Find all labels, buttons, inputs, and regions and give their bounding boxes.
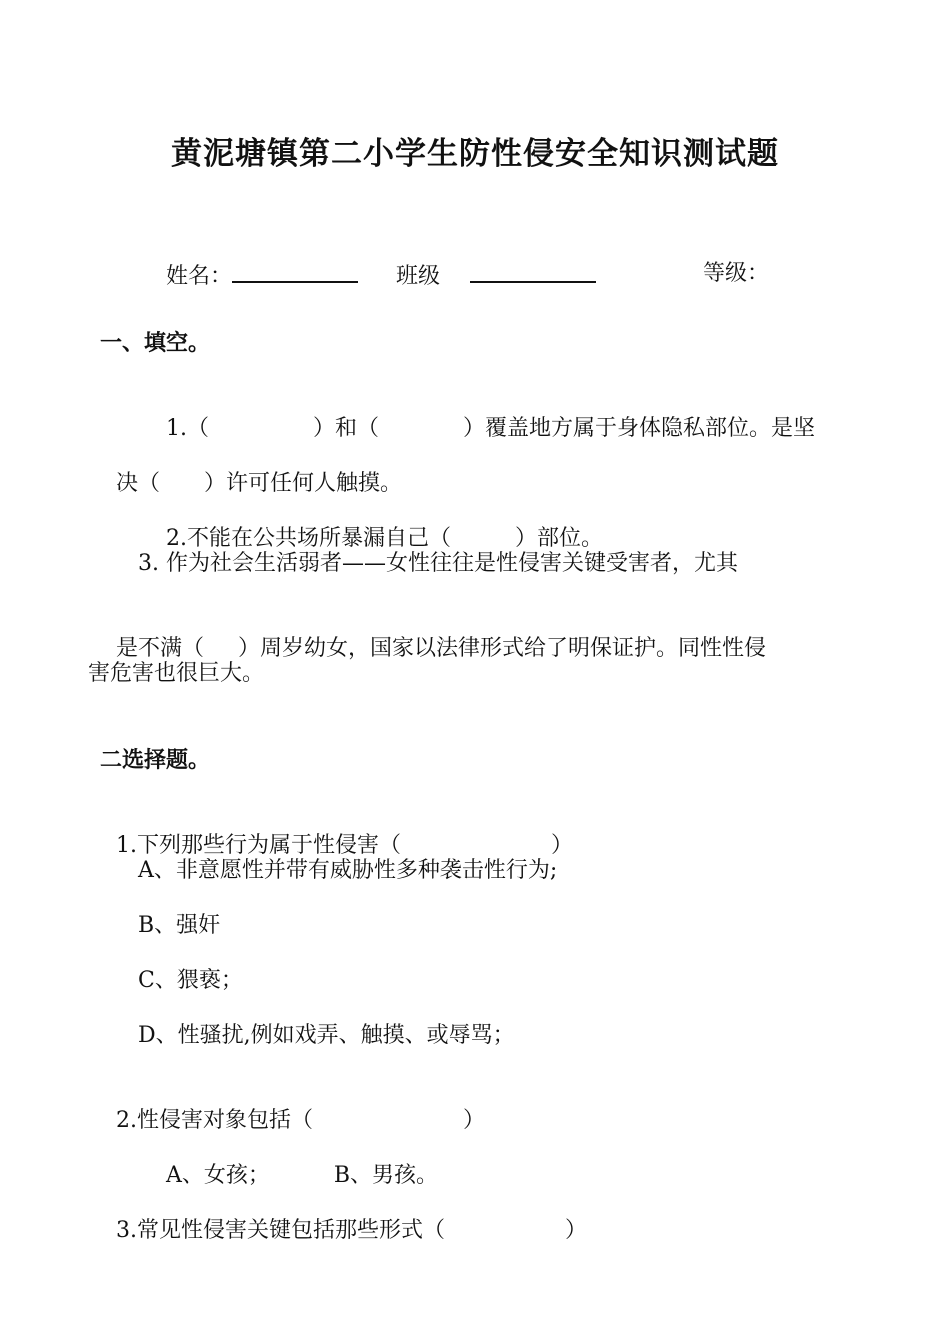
s1-q2-text-b: ）部位。 xyxy=(514,526,603,551)
s1-q1-text-a: 1.（ xyxy=(165,416,209,441)
class-field-row xyxy=(368,229,596,322)
s2-q2-text-b: ） xyxy=(462,1108,485,1133)
name-field-row xyxy=(138,229,358,322)
s1-q1-text-e: ）许可任何人触摸。 xyxy=(204,471,403,496)
page-title: 黄泥塘镇第二小学生防性侵安全知识测试题 xyxy=(171,136,779,172)
s1-q3-text-b: ）周岁幼女，国家以法律形式给了明保证护。同性性侵 xyxy=(238,636,767,661)
s2-q1-text-a: 1.下列那些行为属于性侵害（ xyxy=(115,833,401,858)
s1-q1-text-b: ）和（ xyxy=(312,416,379,441)
s1-q2-text-a: 2.不能在公共场所暴漏自己（ xyxy=(165,526,451,551)
s2-q1-text-b: ） xyxy=(550,833,573,858)
class-label: 班级 xyxy=(395,264,440,289)
s1-q1-text-d: 决（ xyxy=(115,471,160,496)
section2-heading: 二选择题。 xyxy=(100,748,211,773)
s1-q3-line1: 3. 作为社会生活弱者——女性往往是性侵害关键受害者，尤其 xyxy=(138,551,738,576)
s1-q3-text-a: 是不满（ xyxy=(115,636,204,661)
s2-q1-option-a: A、非意愿性并带有威胁性多种袭击性行为; xyxy=(138,858,558,883)
s2-q3-text-a: 3.常见性侵害关键包括那些形式（ xyxy=(115,1218,445,1243)
s2-q3 xyxy=(88,1186,587,1276)
s1-q1-text-c: ）覆盖地方属于身体隐私部位。是坚 xyxy=(463,416,816,441)
name-blank[interactable] xyxy=(232,259,358,283)
s2-q3-text-b: ） xyxy=(564,1218,587,1243)
name-label: 姓名： xyxy=(165,264,232,289)
s1-q3-line3: 害危害也很巨大。 xyxy=(88,661,265,686)
s2-q1-option-b: B、强奸 xyxy=(138,913,221,938)
class-blank[interactable] xyxy=(470,259,596,283)
s2-q2-option-b: B、男孩。 xyxy=(333,1163,439,1188)
s2-q2-text-a: 2.性侵害对象包括（ xyxy=(115,1108,313,1133)
s2-q2-option-a: A、女孩； xyxy=(165,1163,270,1188)
grade-field-row xyxy=(675,229,769,319)
grade-label: 等级： xyxy=(702,261,769,286)
section1-heading: 一、填空。 xyxy=(100,331,211,356)
s2-q1-option-d: D、性骚扰,例如戏弄、触摸、或辱骂； xyxy=(138,1023,515,1048)
s2-q1-option-c: C、猥亵； xyxy=(138,968,243,993)
